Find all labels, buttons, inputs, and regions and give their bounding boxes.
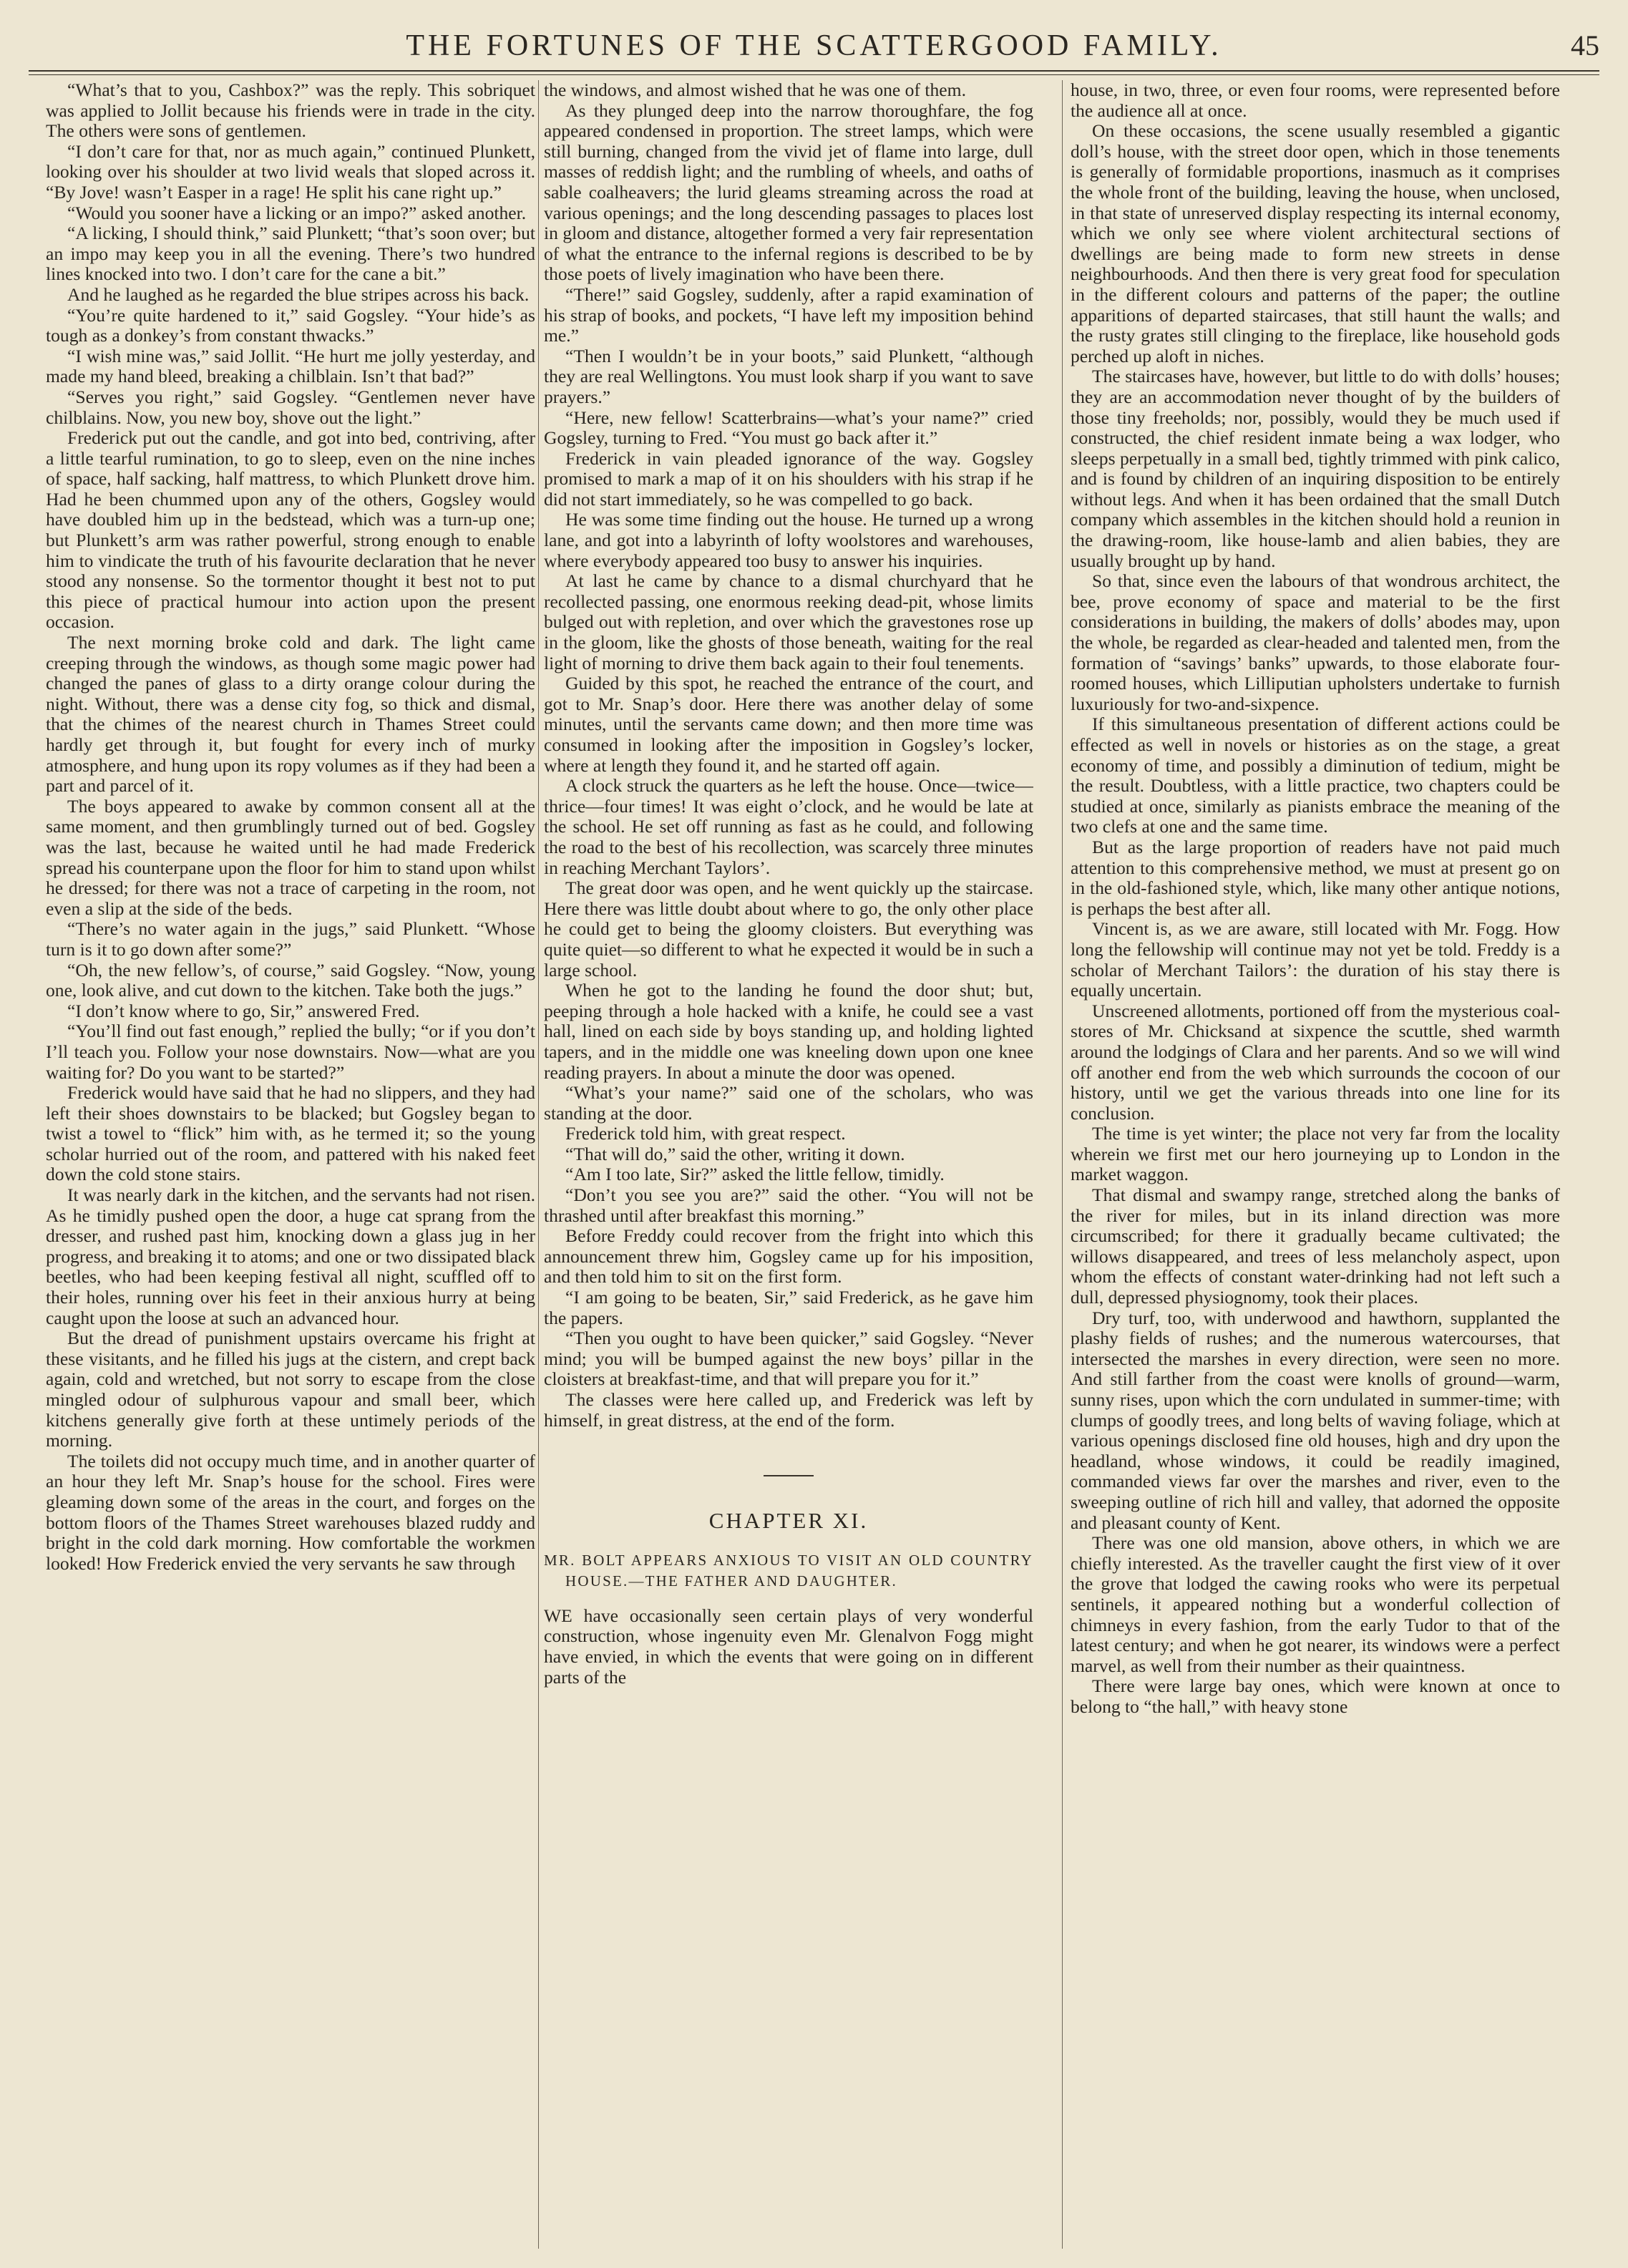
paragraph: the windows, and almost wished that he was one of them.: [544, 80, 966, 100]
paragraph: Dry turf, too, with underwood and hawthorn, supplanted the plashy fields of rushes; and the numerous watercourses, that intersected the marshes in every direction, were seen no more. And still farther from the coast were knolls of ground—warm, sunny rises, upon which the corn undulated in summer-time; with clumps of goodly trees, and long belts of waving foliage, which at various openings disclosed fine old houses, high and dry upon the headland, whose windows, it could be readily imagined, commanded views far over the marshes and river, even to the sweeping outline of rich hill and valley, that adorned the opposite and pleasant county of Kent.: [1071, 1307, 1560, 1533]
paragraph: “There!” said Gogsley, suddenly, after a rapid examination of his strap of books, and pockets, “I have left my imposition behind me.”: [544, 283, 1033, 346]
page-number: 45: [1571, 29, 1599, 62]
paragraph: When he got to the landing he found the door shut; but, peeping through a hole hacked with a knife, he could see a vast hall, lined on each side by boys standing up, and holding lighted tapers, and in the middle one was kneeling down upon one knee reading prayers. In about a minute the door was opened.: [544, 980, 1033, 1083]
paragraph: And he laughed as he regarded the blue stripes across his back.: [67, 283, 530, 305]
paragraph: “That will do,” said the other, writing it down.: [565, 1143, 905, 1164]
paragraph: “I don’t know where to go, Sir,” answered Fred.: [67, 1000, 420, 1021]
paragraph: That dismal and swampy range, stretched along the banks of the river for miles, but in its inland direction was more circumscribed; for there it gradually became cultivated; the willows disappeared, and trees of less melancholy aspect, upon whom the effects of constant water-drinking had not left such a dull, depressed physiognomy, took their places.: [1071, 1184, 1560, 1308]
header-rule: [29, 70, 1599, 72]
paragraph: “Here, new fellow! Scatterbrains—what’s your name?” cried Gogsley, turning to Fred. “You must go back after it.”: [544, 407, 1033, 449]
paragraph: Vincent is, as we are aware, still located with Mr. Fogg. How long the fellowship will continue may not yet be told. Freddy is a scholar of Merchant Tailors’: the duration of his stay there is equally uncertain.: [1071, 918, 1560, 1001]
paragraph: Guided by this spot, he reached the entrance of the court, and got to Mr. Snap’s door. Here there was another delay of some minutes, until the servants came down; and then more time was consumed in looking after the imposition in Gogsley’s locker, where at length they found it, and he started off again.: [544, 673, 1033, 776]
header-rule-thin: [29, 74, 1599, 75]
chapter-summary: MR. BOLT APPEARS ANXIOUS TO VISIT AN OLD COUNTRY HOUSE.—THE FATHER AND DAUGHTER.: [544, 1551, 1033, 1590]
paragraph: “A licking, I should think,” said Plunkett; “that’s soon over; but an impo may keep you in all the evening. There’s two hundred lines knocked into two. I don’t care for the cane a bit.”: [46, 223, 535, 285]
paragraph: “You’re quite hardened to it,” said Gogsley. “Your hide’s as tough as a donkey’s from constant thwacks.”: [46, 304, 535, 346]
paragraph: But the dread of punishment upstairs overcame his fright at these visitants, and he filled his jugs at the cistern, and crept back again, cold and wretched, but not sorry to escape from the close mingled odour of sulphurous vapour and small beer, which kitchens generally give forth at these untimely periods of the morning.: [46, 1328, 535, 1451]
paragraph: “Then you ought to have been quicker,” said Gogsley. “Never mind; you will be bumped against the new boys’ pillar in the cloisters at breakfast-time, and that will prepare you for it.”: [544, 1328, 1033, 1390]
text-column-3: [1071, 80, 1560, 2249]
opening-initial: WE: [544, 1605, 572, 1626]
paragraph: It was nearly dark in the kitchen, and the servants had not risen. As he timidly pushed open the door, a huge cat sprang from the dresser, and rushed past him, knocking down a glass jug in her progress, and breaking it to atoms; and one or two dissipated black beetles, who had been keeping festival all night, scuffled off to their holes, running over his feet in their anxious hurry at being caught upon the loose at such an advanced hour.: [46, 1184, 535, 1328]
paragraph: At last he came by chance to a dismal churchyard that he recollected passing, one enormous reeking dead-pit, whose limits bulged out with repletion, and over which the gravestones rose up in the gloom, like the ghosts of those beneath, waiting for the real light of morning to drive them back again to their foul tenements.: [544, 570, 1033, 673]
paragraph: There was one old mansion, above others, in which we are chiefly interested. As the traveller caught the first view of it over the grove that lodged the cawing rooks who were its perpetual sentinels, it appeared nothing but a wonderful collection of chimneys in every fashion, from the early Tudor to that of the latest century; and when he got nearer, its windows were a perfect marvel, as well from their number as their quaintness.: [1071, 1532, 1560, 1676]
column-divider: [538, 80, 539, 2249]
paragraph: “There’s no water again in the jugs,” said Plunkett. “Whose turn is it to go down after some?”: [46, 918, 535, 960]
paragraph: Before Freddy could recover from the fright into which this announcement threw him, Gogsley came up for his imposition, and then told him to sit on the first form.: [544, 1225, 1033, 1288]
text-column-1: [46, 80, 535, 2249]
paragraph: “What’s that to you, Cashbox?” was the reply. This sobriquet was applied to Jollit because his friends were in trade in the city. The others were sons of gentlemen.: [46, 80, 535, 142]
paragraph: On these occasions, the scene usually resembled a gigantic doll’s house, with the street door open, which in those tenements is generally of formidable proportions, inasmuch as it comprises the whole front of the building, leaving the house, when unclosed, in that state of unreserved display respecting its internal economy, which we only see where violent architectural sections of dwellings are being made to form new streets in dense neighbourhoods. And then there is very great food for speculation in the different colours and patterns of the paper; the outline apparitions of departed staircases, that still haunt the walls; and the rusty grates still clinging to the fireplace, like household gods perched up aloft in niches.: [1071, 120, 1560, 366]
paragraph: “Serves you right,” said Gogsley. “Gentlemen never have chilblains. Now, you new boy, shove out the light.”: [46, 386, 535, 428]
column-divider: [1062, 80, 1063, 2249]
paragraph: The staircases have, however, but little to do with dolls’ houses; they are an accommodation never thought of by the builders of those tiny freeholds; nor, possibly, would they be much used if constructed, the chief resident inmate being a wax lodger, who sleeps perpetually in a small bed, tightly trimmed with pink calico, and is found by children of an inquiring disposition to be entirely without legs. And when it has been ordained that the small Dutch company which assembles in the kitchen should hold a reunion in the drawing-room, like house-lamb and alien babies, they are usually brought up by hand.: [1071, 366, 1560, 571]
paragraph: “Oh, the new fellow’s, of course,” said Gogsley. “Now, young one, look alive, and cut down to the kitchen. Take both the jugs.”: [46, 959, 535, 1001]
text-column-2: [544, 80, 1033, 2249]
page-header: [29, 29, 1599, 72]
paragraph: The boys appeared to awake by common consent all at the same moment, and then grumblingly turned out of bed. Gogsley was the last, because he waited until he had made Frederick spread his counterpane upon the floor for him to stand upon whilst he dressed; for there was not a trace of carpeting in the room, not even a slip at the side of the beds.: [46, 795, 535, 919]
paragraph: There were large bay ones, which were known at once to belong to “the hall,” with heavy stone: [1071, 1675, 1560, 1717]
chapter-title: CHAPTER XI.: [708, 1508, 869, 1534]
section-separator: [764, 1475, 814, 1476]
paragraph: house, in two, three, or even four rooms, were represented before the audience all at once.: [1071, 80, 1560, 121]
paragraph: “Don’t you see you are?” said the other. “You will not be thrashed until after breakfast this morning.”: [544, 1184, 1033, 1226]
paragraph: The next morning broke cold and dark. The light came creeping through the windows, as though some magic power had changed the panes of glass to a dirty orange colour during the night. Without, there was a dense city fog, so thick and dismal, that the chimes of the nearest church in Thames Street could hardly get through it, but fought for every inch of murky atmosphere, and hung upon its ropy volumes as if they had been a part and parcel of it.: [46, 632, 535, 797]
paragraph: “Am I too late, Sir?” asked the little fellow, timidly.: [565, 1164, 945, 1185]
paragraph: Frederick put out the candle, and got into bed, contriving, after a little tearful rumination, to go to sleep, even on the nine inches of space, half sacking, half mattress, to which Plunkett drove him. Had he been chummed upon any of the others, Gogsley would have doubled him up in the bedstead, which was a turn-up one; but Plunkett’s arm was rather powerful, strong enough to enable him to vindicate the truth of his favourite declaration that he never stood any nonsense. So the tormentor thought it best not to put this piece of practical humour into action upon the present occasion.: [46, 427, 535, 633]
paragraph: Frederick would have said that he had no slippers, and they had left their shoes downstairs to be blacked; but Gogsley began to twist a towel to “flick” him with, as he termed it; so the young scholar hurried out of the room, and pattered with his naked feet down the cold stone stairs.: [46, 1082, 535, 1185]
paragraph: A clock struck the quarters as he left the house. Once—twice—thrice—four times! It was eight o’clock, and he would be late at the school. He set off running as fast as he could, and following the road to the best of his recollection, was scarcely three minutes in reaching Merchant Taylors’.: [544, 775, 1033, 878]
paragraph: “I am going to be beaten, Sir,” said Frederick, as he gave him the papers.: [544, 1287, 1033, 1328]
paragraph: “What’s your name?” said one of the scholars, who was standing at the door.: [544, 1082, 1033, 1124]
paragraph: He was some time finding out the house. He turned up a wrong lane, and got into a labyrinth of lofty woolstores and warehouses, where everybody appeared too busy to answer his inquiries.: [544, 509, 1033, 571]
paragraph: As they plunged deep into the narrow thoroughfare, the fog appeared condensed in proportion. The street lamps, which were still burning, changed from the vivid jet of flame into large, dull masses of reddish light; and the rumbling of wheels, and oaths of sable coalheavers; the lurid gleams streaming across the road at various openings; and the long descending passages to places lost in gloom and distance, altogether formed a very fair representation of what the entrance to the infernal regions is described to be by those poets of lively imagination who have been there.: [544, 99, 1033, 285]
paragraph: Unscreened allotments, portioned off from the mysterious coal-stores of Mr. Chicksand at sixpence the scuttle, shed warmth around the lodgings of Clara and her parents. And so we will wind off another end from the web which surrounds the cocoon of our history, until we get the various threads into one line for its conclusion.: [1071, 1000, 1560, 1124]
paragraph: “Would you sooner have a licking or an impo?” asked another.: [67, 202, 527, 223]
paragraph: Frederick told him, with great respect.: [565, 1123, 846, 1144]
opening-text: have occasionally seen certain plays of very wonderful construction, whose ingenuity even Mr. Glenalvon Fogg might have envied, in which the events that were going on in different parts of the: [544, 1605, 1033, 1688]
paragraph: “I wish mine was,” said Jollit. “He hurt me jolly yesterday, and made my hand bleed, breaking a chilblain. Isn’t that bad?”: [46, 345, 535, 387]
paragraph: “Then I wouldn’t be in your boots,” said Plunkett, “although they are real Wellingtons. You must look sharp if you want to save prayers.”: [544, 345, 1033, 407]
paragraph: The time is yet winter; the place not very far from the locality wherein we first met our hero journeying up to London in the market waggon.: [1071, 1123, 1560, 1185]
paragraph: The classes were here called up, and Frederick was left by himself, in great distress, at the end of the form.: [544, 1389, 1033, 1431]
paragraph: “I don’t care for that, nor as much again,” continued Plunkett, looking over his shoulder at two livid weals that sloped across it. “By Jove! wasn’t Easper in a rage! He split his cane right up.”: [46, 140, 535, 203]
paragraph: Frederick in vain pleaded ignorance of the way. Gogsley promised to mark a map of it on his shoulders with his strap if he did not start immediately, so he was compelled to go back.: [544, 447, 1033, 510]
paragraph: So that, since even the labours of that wondrous architect, the bee, prove economy of space and material to be the first considerations in building, the makers of dolls’ abodes may, upon the whole, be regarded as clear-headed and talented men, from the formation of “savings’ banks” upwards, to those elaborate four-roomed houses, which Lilliputian upholsters undertake to furnish luxuriously for two-and-sixpence.: [1071, 570, 1560, 714]
paragraph: The great door was open, and he went quickly up the staircase. Here there was little doubt about where to go, the only other place he could get to being the gloomy cloisters. But everything was quite quiet—so different to what he expected it would be in such a large school.: [544, 877, 1033, 980]
paragraph: But as the large proportion of readers have not paid much attention to this comprehensive method, we must at present go on in the old-fashioned style, which, like many other antique notions, is perhaps the best after all.: [1071, 836, 1560, 919]
paragraph: “You’ll find out fast enough,” replied the bully; “or if you don’t I’ll teach you. Follow your nose downstairs. Now—what are you waiting for? Do you want to be started?”: [46, 1021, 535, 1083]
running-title: THE FORTUNES OF THE SCATTERGOOD FAMILY.: [406, 29, 1222, 62]
paragraph: If this simultaneous presentation of different actions could be effected as well in novels or histories as on the stage, a great economy of time, and possibly a diminution of tedium, might be the result. Doubtless, with a little practice, two chapters could be studied at once, similarly as pianists embrace the meaning of the two clefs at one and the same time.: [1071, 714, 1560, 837]
paragraph: The toilets did not occupy much time, and in another quarter of an hour they left Mr. Snap’s house for the school. Fires were gleaming down some of the areas in the court, and forges on the bottom floors of the Thames Street warehouses blazed ruddy and bright in the cold dark morning. How comfortable the workmen looked! How Frederick envied the very servants he saw through: [46, 1450, 535, 1574]
chapter-opening-paragraph: [544, 1606, 1033, 1688]
